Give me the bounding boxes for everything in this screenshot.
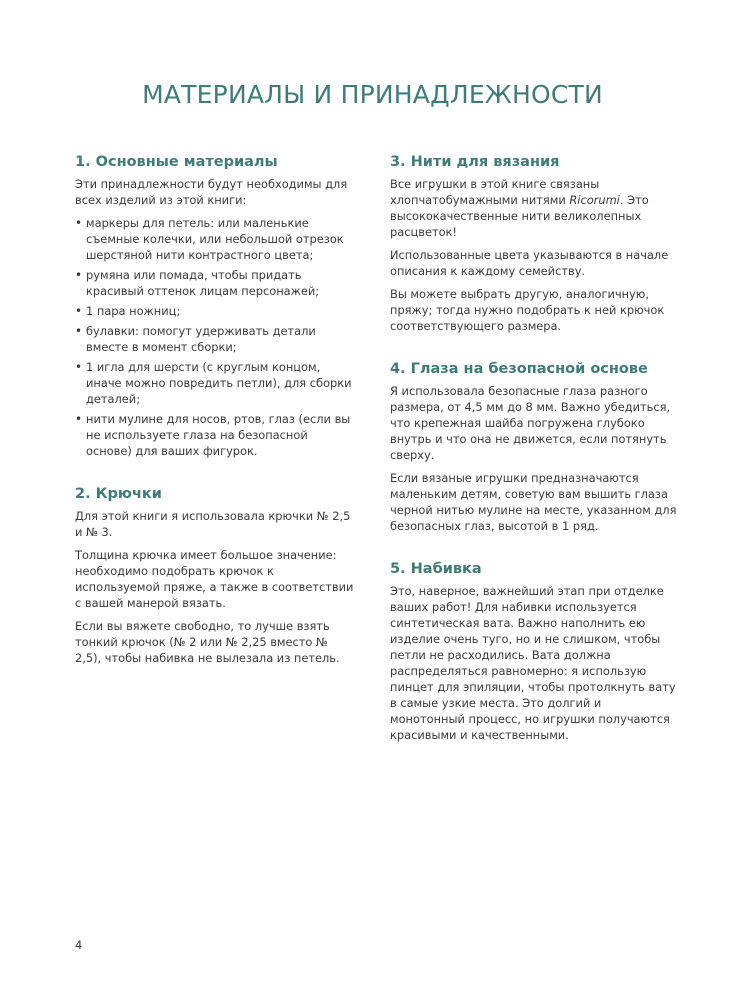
- page-title: МАТЕРИАЛЫ И ПРИНАДЛЕЖНОСТИ: [142, 80, 603, 109]
- section-heading: 1. Основные материалы: [75, 154, 278, 170]
- right-column: [390, 153, 678, 769]
- page-number: 4: [75, 938, 83, 952]
- section-hooks: [75, 485, 357, 666]
- paragraph: Если вязаные игрушки предназначаются маленьким детям, советую вам вышить глаза черной нитью мулине на месте, указанном для безопасных глаз, высотой в 1 ряд.: [390, 471, 677, 533]
- list-item: • маркеры для петель: или маленькие съемные колечки, или небольшой отрезок шерстяной нити контрастного цвета;: [75, 215, 357, 263]
- section-heading: 2. Крючки: [75, 486, 162, 502]
- brand-name: Ricorumi: [569, 193, 620, 207]
- paragraph: [390, 176, 678, 240]
- paragraph: Для этой книги я использовала крючки № 2,5 и № 3.: [75, 509, 351, 539]
- list-item: • румяна или помада, чтобы придать красивый оттенок лицам персонажей;: [75, 267, 357, 299]
- paragraph: Я использовала безопасные глаза разного размера, от 4,5 мм до 8 мм. Важно убедиться, что крепежная шайба погружена глубоко внутрь и что она не движется, если потянуть сверху.: [390, 384, 671, 462]
- paragraph: Вы можете выбрать другую, аналогичную, пряжу; тогда нужно подобрать к ней крючок соответствующего размера.: [390, 287, 665, 333]
- paragraph: Эти принадлежности будут необходимы для всех изделий из этой книги:: [75, 177, 348, 207]
- text-run: . Это высококачественные нити великолепных расцветок!: [390, 193, 649, 239]
- paragraph: Толщина крючка имеет большое значение: необходимо подобрать крючок к используемой пряже, а также в соответствии с вашей манерой вязать.: [75, 548, 354, 610]
- section-yarn: [390, 153, 678, 334]
- materials-list: [75, 215, 357, 459]
- section-heading: 4. Глаза на безопасной основе: [390, 361, 648, 377]
- section-basic-materials: [75, 153, 357, 459]
- list-item: • 1 игла для шерсти (с круглым концом, иначе можно повредить петли), для сборки деталей;: [75, 359, 357, 407]
- list-item: • 1 пара ножниц;: [75, 303, 357, 319]
- section-stuffing: [390, 560, 678, 743]
- paragraph: Использованные цвета указываются в начале описания к каждому семейству.: [390, 248, 669, 278]
- section-heading: 3. Нити для вязания: [390, 154, 560, 170]
- text-run: Все игрушки в этой книге связаны хлопчатобумажными нитями: [390, 177, 600, 207]
- list-item: • нити мулине для носов, ртов, глаз (если вы не используете глаза на безопасной основе) для ваших фигурок.: [75, 411, 357, 459]
- list-item: • булавки: помогут удерживать детали вместе в момент сборки;: [75, 323, 357, 355]
- paragraph: Это, наверное, важнейший этап при отделке ваших работ! Для набивки используется синтетическая вата. Важно наполнить ею изделие очень туго, но и не слишком, чтобы петли не расходились. Вата должна распределяться равномерно: я использую пинцет для эпиляции, чтобы протолкнуть вату в самые узкие места. Это долгий и монотонный процесс, но игрушки получаются красивыми и качественными.: [390, 584, 676, 742]
- left-column: [75, 153, 357, 692]
- paragraph: Если вы вяжете свободно, то лучше взять тонкий крючок (№ 2 или № 2,25 вместо № 2,5), чтобы набивка не вылезала из петель.: [75, 619, 340, 665]
- section-safety-eyes: [390, 360, 678, 534]
- section-heading: 5. Набивка: [390, 561, 482, 577]
